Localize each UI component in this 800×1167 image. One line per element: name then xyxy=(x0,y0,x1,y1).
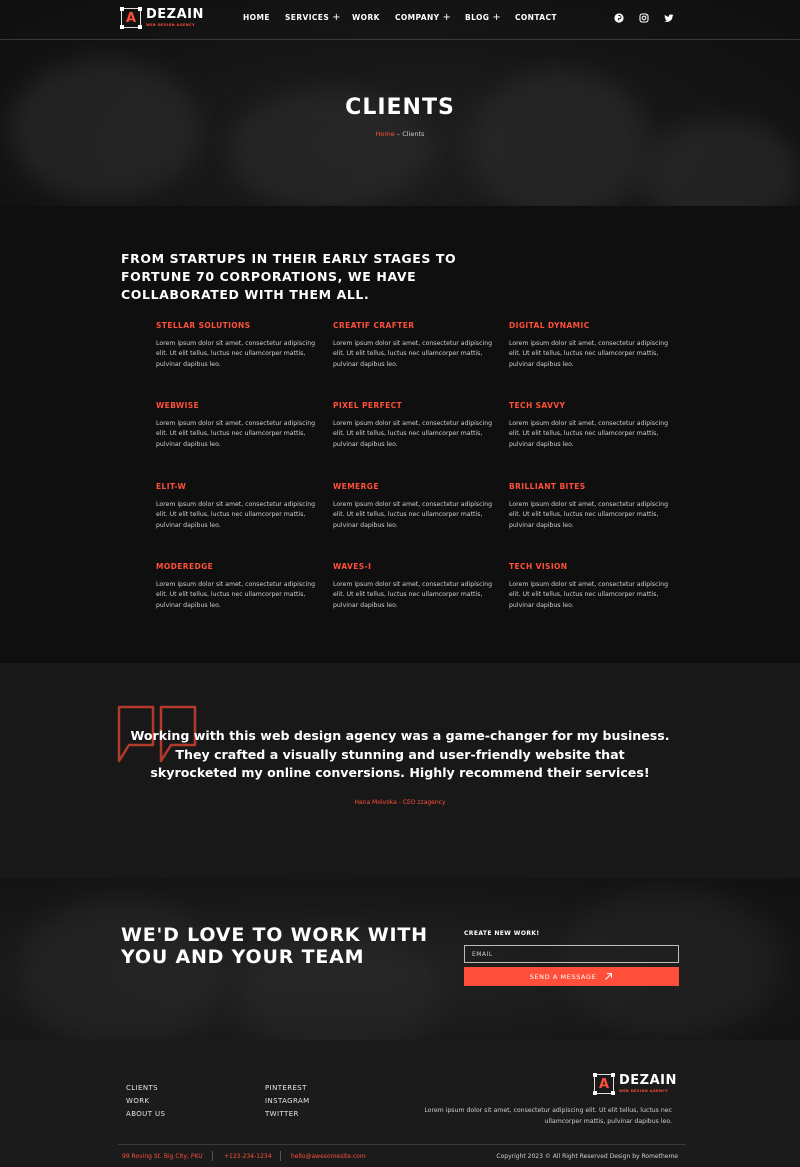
client-card xyxy=(156,562,321,611)
email-input[interactable] xyxy=(464,945,679,963)
logo-mark xyxy=(121,8,141,28)
footer-email[interactable]: hello@awesomesite.com xyxy=(291,1153,366,1160)
nav-blog-label: BLOG xyxy=(465,13,490,22)
footer-link-work[interactable]: WORK xyxy=(126,1097,150,1105)
nav-home-label: HOME xyxy=(243,13,270,22)
footer-address: 99 Roving St. Big City, PKU xyxy=(122,1153,203,1160)
logo-letter: A xyxy=(125,10,137,26)
footer-link-instagram[interactable]: INSTAGRAM xyxy=(265,1097,310,1105)
form-label: CREATE NEW WORK! xyxy=(464,930,540,937)
client-description: Lorem ipsum dolor sit amet, consectetur adipiscing elit. Ut elit tellus, luctus nec ullamcorper mattis, pulvinar dapibus leo. xyxy=(509,420,669,448)
nav-services-label: SERVICES xyxy=(285,13,330,22)
client-card xyxy=(156,401,321,450)
instagram-icon[interactable] xyxy=(638,12,650,24)
site-footer xyxy=(0,1040,800,1167)
logo-mark xyxy=(594,1074,614,1094)
footer-about-text: Lorem ipsum dolor sit amet, consectetur adipiscing elit. Ut elit tellus, luctus nec ullamcorper mattis, pulvinar dapibus leo. xyxy=(424,1107,672,1125)
nav-home[interactable] xyxy=(243,13,270,22)
client-description: Lorem ipsum dolor sit amet, consectetur adipiscing elit. Ut elit tellus, luctus nec ullamcorper mattis, pulvinar dapibus leo. xyxy=(156,340,316,368)
logo-letter: A xyxy=(598,1076,610,1092)
pinterest-icon[interactable] xyxy=(613,12,625,24)
testimonial-quote: Working with this web design agency was a game-changer for my business. They crafted a visually stunning and user-friendly website that skyrocketed my online conversions. Highly recommend their services! xyxy=(130,728,670,780)
testimonial-author: Hana Molvoka - CEO zzagency xyxy=(354,799,446,806)
client-description: Lorem ipsum dolor sit amet, consectetur adipiscing elit. Ut elit tellus, luctus nec ullamcorper mattis, pulvinar dapibus leo. xyxy=(509,581,669,609)
copyright: Copyright 2023 © All Right Reserved Design by Rometheme xyxy=(496,1153,678,1160)
client-name: BRILLIANT BITES xyxy=(509,482,586,491)
plus-icon: + xyxy=(442,11,452,23)
client-name: WAVES-I xyxy=(333,562,372,571)
client-card xyxy=(156,482,321,531)
client-description: Lorem ipsum dolor sit amet, consectetur adipiscing elit. Ut elit tellus, luctus nec ullamcorper mattis, pulvinar dapibus leo. xyxy=(333,501,493,529)
plus-icon: + xyxy=(492,11,502,23)
client-description: Lorem ipsum dolor sit amet, consectetur adipiscing elit. Ut elit tellus, luctus nec ullamcorper mattis, pulvinar dapibus leo. xyxy=(156,420,316,448)
breadcrumb-separator: – xyxy=(394,130,403,138)
client-name: TECH SAVVY xyxy=(509,401,566,410)
client-name: STELLAR SOLUTIONS xyxy=(156,321,251,330)
nav-company-label: COMPANY xyxy=(395,13,440,22)
client-card xyxy=(509,562,674,611)
nav-work[interactable] xyxy=(352,13,380,22)
footer-link-about[interactable]: ABOUT US xyxy=(126,1110,166,1118)
client-card xyxy=(509,482,674,531)
client-name: DIGITAL DYNAMIC xyxy=(509,321,590,330)
breadcrumb-home-link[interactable]: Home xyxy=(375,130,395,138)
client-card xyxy=(333,562,498,611)
client-description: Lorem ipsum dolor sit amet, consectetur adipiscing elit. Ut elit tellus, luctus nec ullamcorper mattis, pulvinar dapibus leo. xyxy=(509,501,669,529)
client-name: MODEREDGE xyxy=(156,562,214,571)
site-logo[interactable] xyxy=(121,8,204,30)
client-description: Lorem ipsum dolor sit amet, consectetur adipiscing elit. Ut elit tellus, luctus nec ullamcorper mattis, pulvinar dapibus leo. xyxy=(333,340,493,368)
nav-work-label: WORK xyxy=(352,13,380,22)
logo-name: DEZAIN xyxy=(619,1073,677,1088)
client-card xyxy=(509,401,674,450)
footer-link-pinterest[interactable]: PINTEREST xyxy=(265,1084,307,1092)
nav-contact[interactable] xyxy=(515,13,557,22)
logo-tagline: WEB DESIGN AGENCY xyxy=(146,23,196,27)
logo-name: DEZAIN xyxy=(146,7,204,22)
page-title: CLIENTS xyxy=(345,95,455,120)
breadcrumb xyxy=(0,130,800,138)
footer-logo[interactable] xyxy=(594,1074,677,1094)
client-description: Lorem ipsum dolor sit amet, consectetur adipiscing elit. Ut elit tellus, luctus nec ullamcorper mattis, pulvinar dapibus leo. xyxy=(333,581,493,609)
footer-link-twitter[interactable]: TWITTER xyxy=(265,1110,299,1118)
client-name: PIXEL PERFECT xyxy=(333,401,403,410)
hero-texture xyxy=(470,70,650,206)
site-header xyxy=(0,0,800,40)
cta-texture xyxy=(20,898,220,1040)
nav-services[interactable] xyxy=(285,13,341,22)
arrow-up-right-icon xyxy=(604,972,613,981)
footer-phone[interactable]: +123-234-1234 xyxy=(224,1153,272,1160)
client-name: WEBWISE xyxy=(156,401,200,410)
client-name: TECH VISION xyxy=(509,562,568,571)
cta-heading: WE'D LOVE TO WORK WITH YOU AND YOUR TEAM xyxy=(121,924,428,968)
footer-link-clients[interactable]: CLIENTS xyxy=(126,1084,159,1092)
client-description: Lorem ipsum dolor sit amet, consectetur adipiscing elit. Ut elit tellus, luctus nec ullamcorper mattis, pulvinar dapibus leo. xyxy=(509,340,669,368)
nav-company[interactable] xyxy=(395,13,451,22)
footer-separator xyxy=(212,1151,213,1161)
nav-blog[interactable] xyxy=(465,13,501,22)
client-description: Lorem ipsum dolor sit amet, consectetur adipiscing elit. Ut elit tellus, luctus nec ullamcorper mattis, pulvinar dapibus leo. xyxy=(333,420,493,448)
clients-intro-heading: FROM STARTUPS IN THEIR EARLY STAGES TO FORTUNE 70 CORPORATIONS, WE HAVE COLLABORATED WITH THEM ALL. xyxy=(121,251,457,302)
client-card xyxy=(333,321,498,370)
client-card xyxy=(509,321,674,370)
nav-contact-label: CONTACT xyxy=(515,13,557,22)
client-description: Lorem ipsum dolor sit amet, consectetur adipiscing elit. Ut elit tellus, luctus nec ullamcorper mattis, pulvinar dapibus leo. xyxy=(156,581,316,609)
logo-tagline: WEB DESIGN AGENCY xyxy=(619,1089,669,1093)
footer-divider xyxy=(118,1144,686,1145)
footer-separator xyxy=(280,1151,281,1161)
send-message-button[interactable] xyxy=(464,967,679,986)
client-name: CREATIF CRAFTER xyxy=(333,321,415,330)
client-card xyxy=(333,482,498,531)
client-card xyxy=(333,401,498,450)
cta-texture xyxy=(560,888,780,1038)
plus-icon: + xyxy=(332,11,341,23)
breadcrumb-current: Clients xyxy=(402,130,425,138)
twitter-icon[interactable] xyxy=(663,12,675,24)
client-card xyxy=(156,321,321,370)
client-name: WEMERGE xyxy=(333,482,379,491)
send-message-label: SEND A MESSAGE xyxy=(529,972,597,981)
client-description: Lorem ipsum dolor sit amet, consectetur adipiscing elit. Ut elit tellus, luctus nec ullamcorper mattis, pulvinar dapibus leo. xyxy=(156,501,316,529)
client-name: ELIT-W xyxy=(156,482,187,491)
